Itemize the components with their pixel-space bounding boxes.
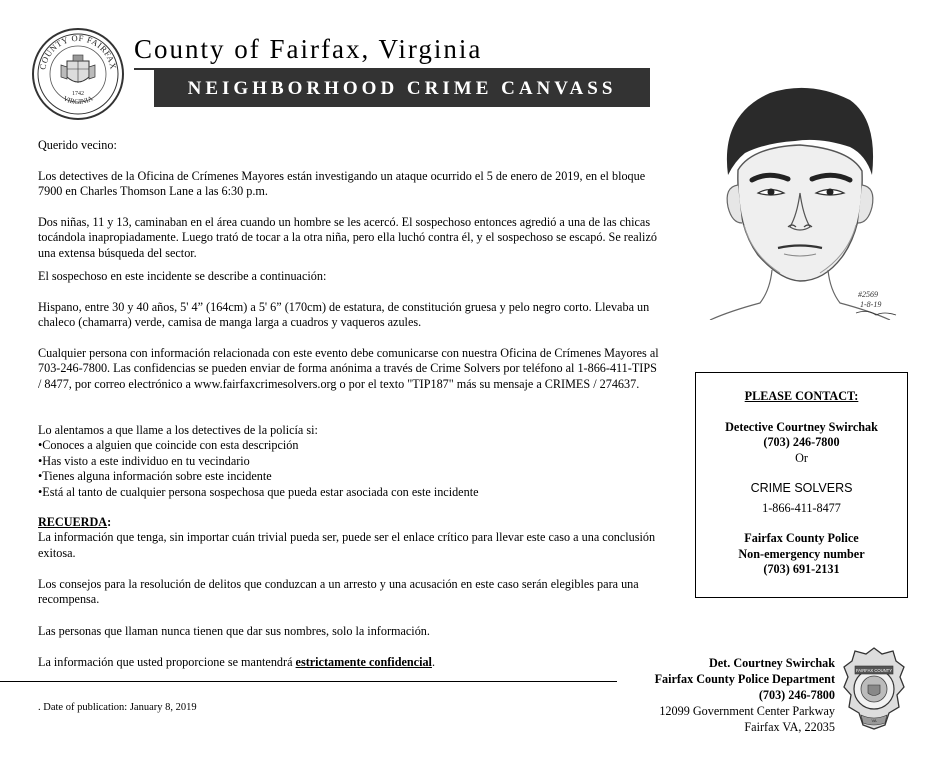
contact-info-paragraph: Cualquier persona con información relacionada con este evento debe comunicarse con nuestra Oficina de Crímenes Mayores al 703-246-7800. Las confidencias se pueden enviar de forma anónima a través de Crime Solvers por teléfono al 1-866-411-TIPS / 8477, por correo electrónico a www.fairfaxcrimesolvers.org o por el texto "TIP187" más su mensaje a CRIMES / 274637. [38, 346, 659, 391]
suspect-sketch-image [700, 75, 900, 320]
anonymity-paragraph: Las personas que llaman nunca tienen que dar sus nombres, solo la información. [38, 624, 430, 638]
svg-text:COUNTY OF FAIRFAX: COUNTY OF FAIRFAX [37, 32, 119, 71]
canvass-banner: NEIGHBORHOOD CRIME CANVASS [154, 70, 650, 107]
confidentiality-paragraph: La información que usted proporcione se mantendrá estrictamente confidencial. [38, 655, 435, 669]
incident-details-paragraph: Dos niñas, 11 y 13, caminaban en el área cuando un hombre se les acercó. El sospechoso entonces agredió a una de las chicas tocándola inapropiadamente. Luego trató de tocar a la otra niña, pero ella luchó contra él, y el sospechoso se escapó. Se realizó una extensa búsqueda del sector. [38, 215, 657, 260]
contact-heading: PLEASE CONTACT: [744, 389, 859, 403]
contact-box [695, 372, 908, 598]
footer-divider [0, 681, 617, 682]
remember-text: La información que tenga, sin importar cuán trivial pueda ser, puede ser el enlace crítico para llevar este caso a una conclusión exitosa. [38, 530, 656, 560]
police-badge-logo [841, 645, 907, 741]
suspect-intro: El sospechoso en este incidente se describe a continuación: [38, 269, 327, 283]
svg-text:1-8-19: 1-8-19 [860, 300, 882, 309]
svg-text:1742: 1742 [72, 91, 84, 97]
publication-date: . Date of publication: January 8, 2019 [38, 702, 197, 713]
signature-phone: (703) 246-7800 [758, 688, 835, 702]
list-item: • Has visto a este individuo en tu vecindario [38, 454, 663, 469]
signature-block [610, 655, 835, 735]
call-detectives-section: Lo alentamos a que llame a los detectives de la policía si: • Conoces a alguien que coincide con esta descripción • Has visto a este individuo en tu vecindario • Tienes alguna información sobre este incidente • Está al tanto de cualquier persona sospechosa que pueda estar asociada con este incidente [38, 423, 663, 500]
county-seal-logo [31, 27, 125, 121]
signature-name: Det. Courtney Swirchak [708, 656, 835, 670]
police-name: Fairfax County Police [744, 531, 859, 545]
svg-text:#2569: #2569 [858, 290, 878, 299]
signature-department: Fairfax County Police Department [654, 672, 835, 686]
svg-text:VIRGINIA: VIRGINIA [61, 94, 95, 107]
detective-phone: (703) 246-7800 [763, 435, 840, 449]
remember-section: RECUERDA: La información que tenga, sin importar cuán trivial pueda ser, puede ser el enlace crítico para llevar este caso a una conclusión exitosa. [38, 515, 663, 561]
svg-text:FAIRFAX COUNTY: FAIRFAX COUNTY [855, 668, 893, 673]
non-emergency-phone: (703) 691-2131 [763, 562, 840, 576]
list-item: • Está al tanto de cualquier persona sospechosa que pueda estar asociada con este incidente [38, 485, 663, 500]
reward-paragraph: Los consejos para la resolución de delitos que conduzcan a un arresto y una acusación en este caso serán elegibles para una recompensa. [38, 577, 639, 607]
reasons-list [38, 438, 663, 500]
non-emergency-label: Non-emergency number [738, 546, 865, 561]
list-item: • Tienes alguna información sobre este incidente [38, 469, 663, 484]
list-item: • Conoces a alguien que coincide con esta descripción [38, 438, 663, 453]
incident-paragraph: Los detectives de la Oficina de Crímenes Mayores están investigando un ataque ocurrido el 5 de enero de 2019, en el bloque 7900 en Charles Thomson Lane a las 6:30 p.m. [38, 169, 646, 199]
signature-address-line2: Fairfax VA, 22035 [744, 720, 835, 734]
or-separator: Or [795, 450, 808, 465]
remember-heading: RECUERDA [38, 515, 108, 529]
county-title: County of Fairfax, Virginia [134, 34, 483, 64]
greeting: Querido vecino: [38, 138, 117, 152]
suspect-description: Hispano, entre 30 y 40 años, 5' 4” (164cm) a 5' 6” (170cm) de estatura, de constitución gruesa y pelo negro corto. Llevaba un chaleco (chamarra) verde, camisa de manga larga a cuadros y vaqueros azules. [38, 300, 650, 330]
crime-solvers-phone: 1-866-411-8477 [762, 500, 841, 515]
confidential-emphasis: estrictamente confidencial [295, 655, 432, 669]
crime-solvers-label: CRIME SOLVERS [750, 481, 853, 495]
svg-text:VA: VA [871, 718, 877, 723]
signature-address-line1: 12099 Government Center Parkway [659, 704, 835, 718]
detective-name: Detective Courtney Swirchak [725, 419, 878, 434]
